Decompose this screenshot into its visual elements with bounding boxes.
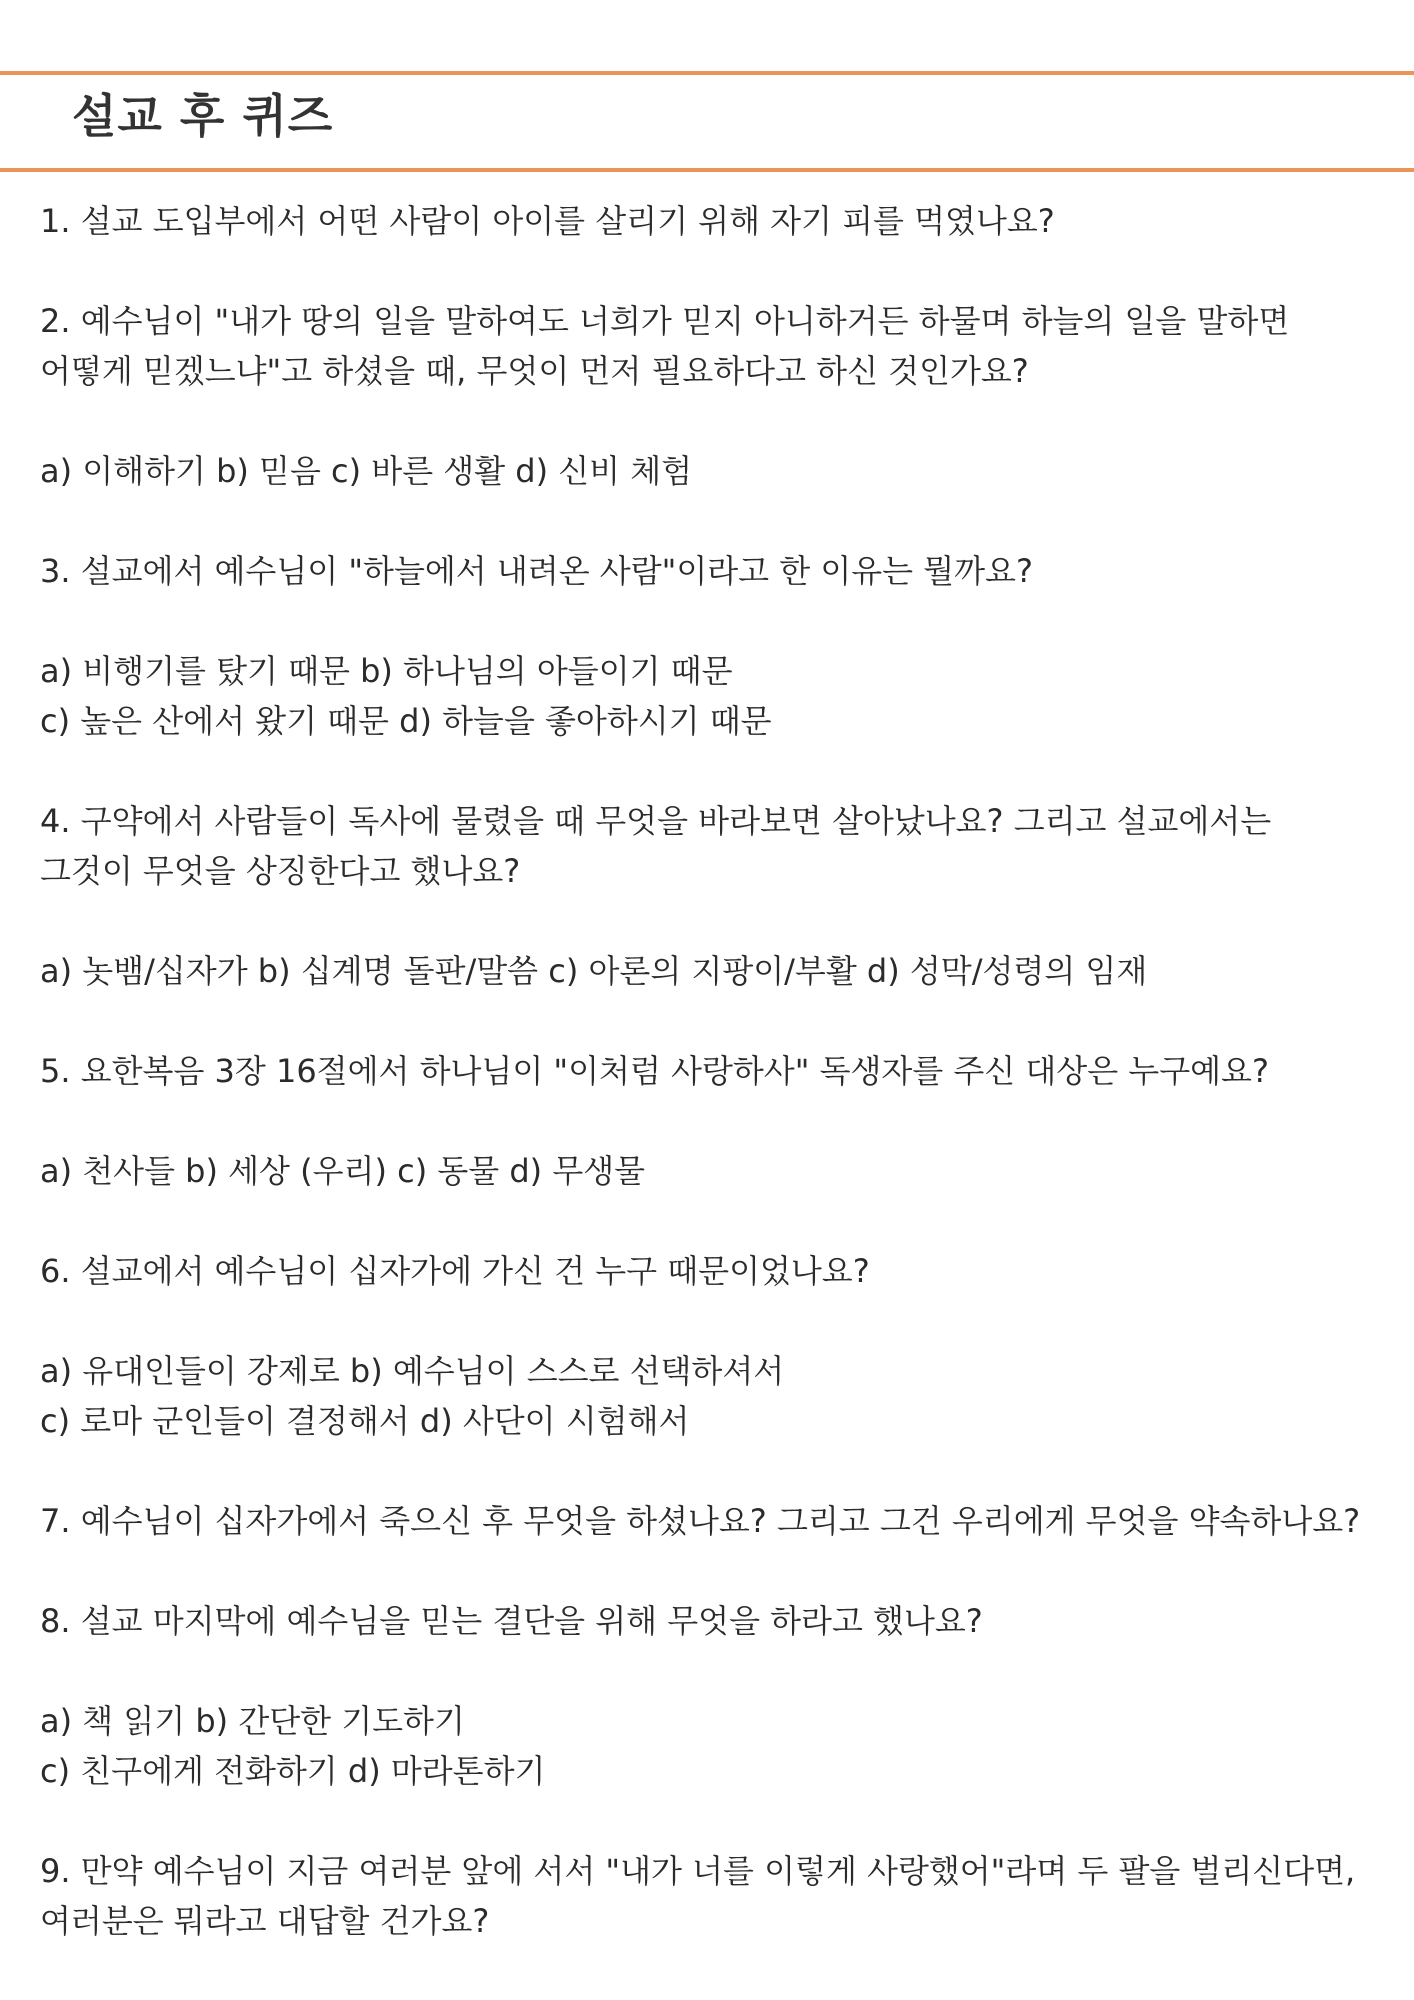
spacer [40, 496, 1380, 546]
spacer [40, 1796, 1380, 1846]
question-5-options: a) 천사들 b) 세상 (우리) c) 동물 d) 무생물 [40, 1152, 646, 1190]
question-4-options: a) 놋뱀/십자가 b) 십계명 돌판/말씀 c) 아론의 지팡이/부활 d) 성막/성령의 임재 [40, 952, 1148, 990]
spacer [40, 1196, 1380, 1246]
question-4-line-2: 그것이 무엇을 상징한다고 했나요? [40, 852, 521, 890]
question-7: 7. 예수님이 십자가에서 죽으신 후 무엇을 하셨나요? 그리고 그건 우리에게 무엇을 약속하나요? [40, 1502, 1361, 1540]
spacer [40, 996, 1380, 1046]
spacer [40, 1646, 1380, 1696]
question-2-line-1: 2. 예수님이 "내가 땅의 일을 말하여도 너희가 믿지 아니하거든 하물며 하늘의 일을 말하면 [40, 302, 1290, 340]
spacer [40, 1546, 1380, 1596]
question-6-options-line-2: c) 로마 군인들이 결정해서 d) 사단이 시험해서 [40, 1402, 690, 1440]
question-9-line-1: 9. 만약 예수님이 지금 여러분 앞에 서서 "내가 너를 이렇게 사랑했어"라며 두 팔을 벌리신다면, [40, 1852, 1356, 1890]
spacer [40, 1446, 1380, 1496]
spacer [40, 1096, 1380, 1146]
question-3-options-line-2: c) 높은 산에서 왔기 때문 d) 하늘을 좋아하시기 때문 [40, 702, 772, 740]
question-4-line-1: 4. 구약에서 사람들이 독사에 물렸을 때 무엇을 바라보면 살아났나요? 그리고 설교에서는 [40, 802, 1272, 840]
quiz-body [40, 196, 1380, 1946]
question-2-line-2: 어떻게 믿겠느냐"고 하셨을 때, 무엇이 먼저 필요하다고 하신 것인가요? [40, 352, 1029, 390]
header-bottom-rule [0, 168, 1414, 172]
spacer [40, 1296, 1380, 1346]
header-top-rule [0, 71, 1414, 75]
question-3: 3. 설교에서 예수님이 "하늘에서 내려온 사람"이라고 한 이유는 뭘까요? [40, 552, 1033, 590]
question-6-options-line-1: a) 유대인들이 강제로 b) 예수님이 스스로 선택하셔서 [40, 1352, 785, 1390]
question-2-options: a) 이해하기 b) 믿음 c) 바른 생활 d) 신비 체험 [40, 452, 693, 490]
question-8-options-line-1: a) 책 읽기 b) 간단한 기도하기 [40, 1702, 465, 1740]
question-3-options-line-1: a) 비행기를 탔기 때문 b) 하나님의 아들이기 때문 [40, 652, 733, 690]
spacer [40, 596, 1380, 646]
question-1: 1. 설교 도입부에서 어떤 사람이 아이를 살리기 위해 자기 피를 먹였나요? [40, 202, 1055, 240]
question-9-line-2: 여러분은 뭐라고 대답할 건가요? [40, 1902, 490, 1940]
question-8-options-line-2: c) 친구에게 전화하기 d) 마라톤하기 [40, 1752, 546, 1790]
spacer [40, 896, 1380, 946]
question-8: 8. 설교 마지막에 예수님을 믿는 결단을 위해 무엇을 하라고 했나요? [40, 1602, 983, 1640]
question-5: 5. 요한복음 3장 16절에서 하나님이 "이처럼 사랑하사" 독생자를 주신 대상은 누구예요? [40, 1052, 1269, 1090]
question-6: 6. 설교에서 예수님이 십자가에 가신 건 누구 때문이었나요? [40, 1252, 870, 1290]
page-title: 설교 후 퀴즈 [72, 89, 334, 143]
spacer [40, 746, 1380, 796]
spacer [40, 246, 1380, 296]
spacer [40, 396, 1380, 446]
